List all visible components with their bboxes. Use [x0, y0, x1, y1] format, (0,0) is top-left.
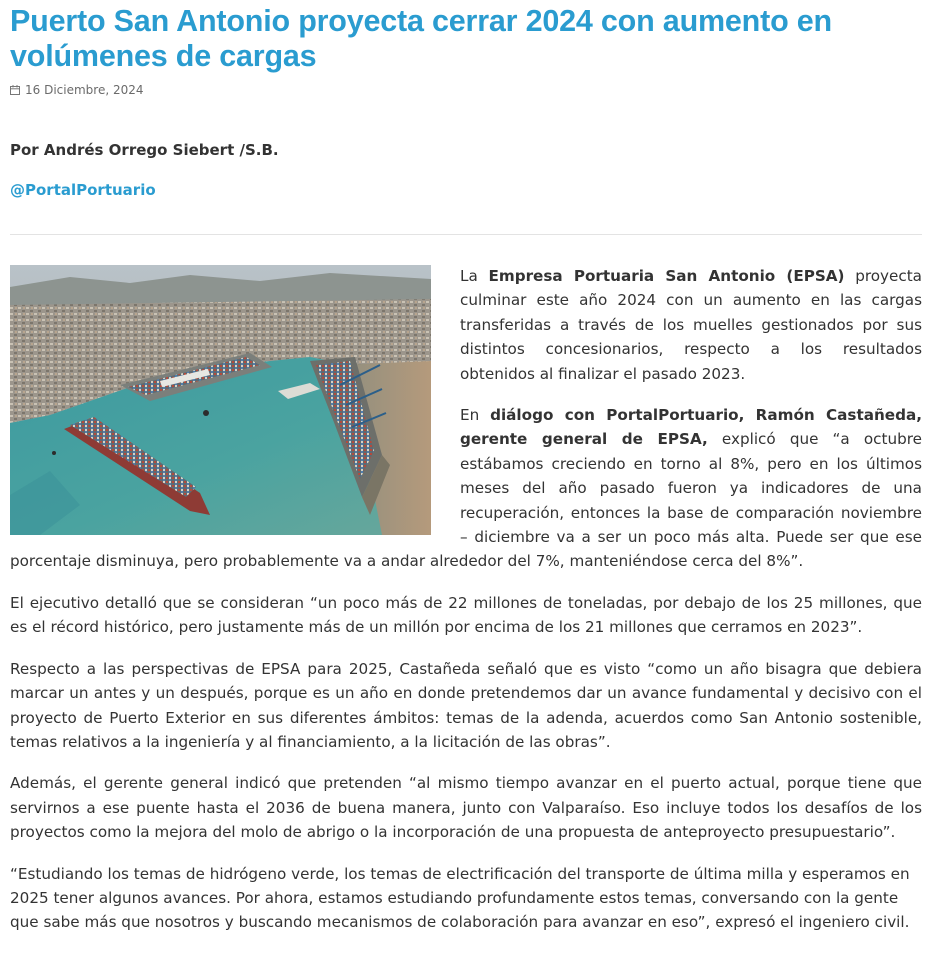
article-author: Por Andrés Orrego Siebert /S.B. [10, 141, 279, 159]
port-aerial-photo [10, 265, 431, 535]
article-date [10, 82, 144, 98]
article-title: Puerto San Antonio proyecta cerrar 2024 con aumento en volúmenes de cargas [10, 4, 832, 73]
port-aerial-image [10, 265, 431, 535]
paragraph-5: Además, el gerente general indicó que pretenden “al mismo tiempo avanzar en el puerto actual, porque tiene que servirnos a ese puente hasta el 2036 de buena manera, junto con Valparaíso. Eso incluye todos los desafíos de los proyectos como la mejora del molo de abrigo o la incorporación de una propuesta de anteproyecto presupuestario”. [10, 774, 922, 842]
article-body [10, 264, 922, 952]
interview-attribution: diálogo con PortalPortuario, Ramón Castañeda, gerente general de EPSA, [460, 406, 922, 449]
paragraph-3: El ejecutivo detalló que se consideran “un poco más de 22 millones de toneladas, por debajo de los 25 millones, que es el récord histórico, pero justamente más de un millón por encima de los 21 millones que cerramos en 2023”. [10, 593, 922, 637]
article-date-text: 16 Diciembre, 2024 [25, 83, 144, 97]
author-handle-link[interactable]: @PortalPortuario [10, 181, 156, 199]
epsa-name: Empresa Portuaria San Antonio (EPSA) [488, 267, 845, 285]
paragraph-4: Respecto a las perspectivas de EPSA para 2025, Castañeda señaló que es visto “como un año bisagra que debiera marcar un antes y un después, porque es un año en donde pretendemos dar un avance fundamental y decisivo con el proyecto de Puerto Exterior en sus diferentes ámbitos: temas de la adenda, acuerdos como San Antonio sostenible, temas relativos a la ingeniería y al financiamiento, a la licitación de las obras”. [10, 659, 922, 751]
paragraph-2: En diálogo con PortalPortuario, Ramón Castañeda, gerente general de EPSA, explicó que “a octubre estábamos creciendo en torno al 8%, pero en los últimos meses del año pasado fueron ya indicadores de una recuperación, entonces la base de comparación noviembre – diciembre va a ser un poco más alta. Puede ser que ese porcentaje disminuya, pero probablemente va a andar alrededor del 7%, manteniéndose cerca del 8%”. [10, 406, 922, 571]
calendar-icon [10, 85, 20, 95]
paragraph-6: “Estudiando los temas de hidrógeno verde, los temas de electrificación del transporte de última milla y esperamos en 2025 tener algunos avances. Por ahora, estamos estudiando profundamente estos temas, conversando con la gente que sabe más que nosotros y buscando mecanismos de colaboración para avanzar en eso”, expresó el ingeniero civil. [10, 864, 910, 932]
header-divider [10, 234, 922, 235]
paragraph-1: La Empresa Portuaria San Antonio (EPSA) proyecta culminar este año 2024 con un aumento en las cargas transferidas a través de los muelles gestionados por sus distintos concesionarios, respecto a los resultados obtenidos al finalizar el pasado 2023. [460, 267, 922, 383]
